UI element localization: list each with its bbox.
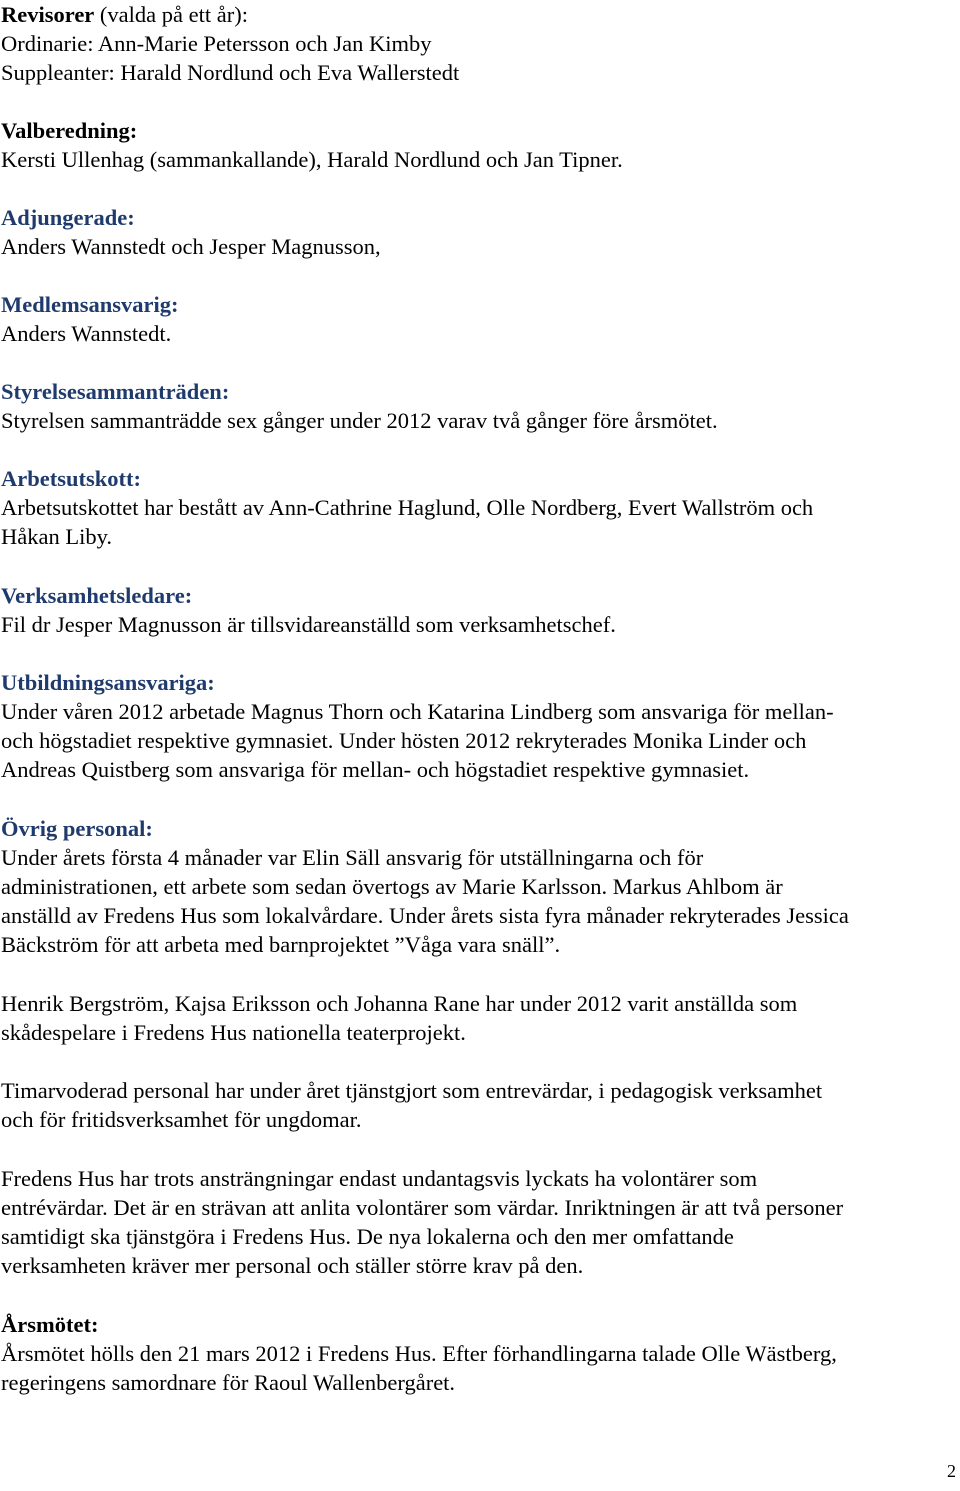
ovrig-personal-text-line-4: Bäckström för att arbeta med barnprojektet ”Våga vara snäll”. [1,932,561,957]
ovrig-personal-heading: Övrig personal: [1,816,153,841]
volontarer-line-3: samtidigt ska tjänstgöra i Fredens Hus. De nya lokalerna och den mer omfattande [1,1224,734,1249]
revisorer-heading: Revisorer [1,2,95,27]
styrelsesammantraden-text: Styrelsen sammanträdde sex gånger under 2012 varav två gånger före årsmötet. [1,408,718,433]
page-number: 2 [947,1461,956,1481]
revisorer-heading-suffix: (valda på ett år): [94,2,248,27]
medlemsansvarig-text: Anders Wannstedt. [1,321,172,346]
ovrig-personal-text-line-2: administrationen, ett arbete som sedan övertogs av Marie Karlsson. Markus Ahlbom är [1,874,783,899]
timarvoderad-line-2: och för fritidsverksamhet för ungdomar. [1,1107,362,1132]
arbetsutskott-text-line-2: Håkan Liby. [1,524,113,549]
arsmotet-text-line-2: regeringens samordnare för Raoul Wallenbergåret. [1,1370,456,1395]
arsmotet-text-line-1: Årsmötet hölls den 21 mars 2012 i Fredens Hus. Efter förhandlingarna talade Olle Wästberg, [1,1341,837,1366]
arbetsutskott-text-line-1: Arbetsutskottet har bestått av Ann-Cathrine Haglund, Olle Nordberg, Evert Wallström och [1,495,814,520]
medlemsansvarig-heading: Medlemsansvarig: [1,292,179,317]
skadespelare-line-1: Henrik Bergström, Kajsa Eriksson och Johanna Rane har under 2012 varit anställda som [1,991,798,1016]
utbildningsansvariga-text-line-3: Andreas Quistberg som ansvariga för mellan- och högstadiet respektive gymnasiet. [1,757,750,782]
valberedning-text: Kersti Ullenhag (sammankallande), Harald Nordlund och Jan Tipner. [1,147,623,172]
ovrig-personal-text-line-3: anställd av Fredens Hus som lokalvårdare. Under årets sista fyra månader rekryterades Jessica [1,903,849,928]
revisorer-line-ordinarie: Ordinarie: Ann-Marie Petersson och Jan Kimby [1,31,432,56]
arbetsutskott-heading: Arbetsutskott: [1,466,141,491]
styrelsesammantraden-heading: Styrelsesammanträden: [1,379,230,404]
revisorer-heading-line [1,0,248,29]
revisorer-line-suppleanter: Suppleanter: Harald Nordlund och Eva Wallerstedt [1,60,460,85]
skadespelare-line-2: skådespelare i Fredens Hus nationella teaterprojekt. [1,1020,466,1045]
verksamhetsledare-heading: Verksamhetsledare: [1,583,193,608]
arsmotet-heading: Årsmötet: [1,1312,99,1337]
verksamhetsledare-text: Fil dr Jesper Magnusson är tillsvidareanställd som verksamhetschef. [1,612,616,637]
volontarer-line-1: Fredens Hus har trots ansträngningar endast undantagsvis lyckats ha volontärer som [1,1166,758,1191]
adjungerade-text: Anders Wannstedt och Jesper Magnusson, [1,234,381,259]
volontarer-line-2: entrévärdar. Det är en strävan att anlita volontärer som värdar. Inriktningen är att två personer [1,1195,844,1220]
utbildningsansvariga-text-line-2: och högstadiet respektive gymnasiet. Under hösten 2012 rekryterades Monika Linder och [1,728,807,753]
ovrig-personal-text-line-1: Under årets första 4 månader var Elin Säll ansvarig för utställningarna och för [1,845,704,870]
valberedning-heading: Valberedning: [1,118,138,143]
utbildningsansvariga-heading: Utbildningsansvariga: [1,670,215,695]
utbildningsansvariga-text-line-1: Under våren 2012 arbetade Magnus Thorn och Katarina Lindberg som ansvariga för mellan- [1,699,834,724]
volontarer-line-4: verksamheten kräver mer personal och ställer större krav på den. [1,1253,584,1278]
timarvoderad-line-1: Timarvoderad personal har under året tjänstgjort som entrevärdar, i pedagogisk verksamhet [1,1078,823,1103]
adjungerade-heading: Adjungerade: [1,205,135,230]
